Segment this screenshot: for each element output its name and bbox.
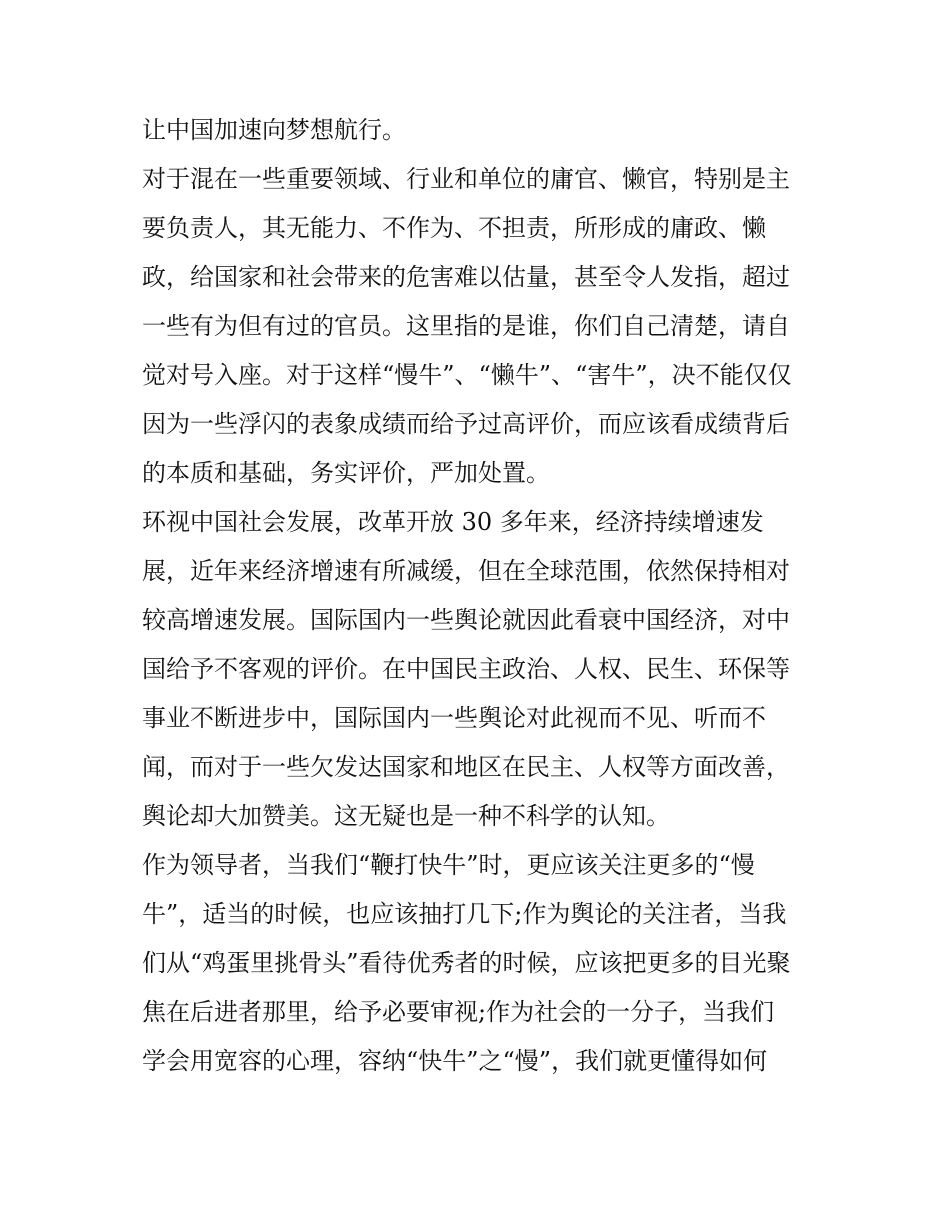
text-line: 政，给国家和社会带来的危害难以估量，甚至令人发指，超过 (142, 263, 790, 291)
text-line: 因为一些浮闪的表象成绩而给予过高评价，而应该看成绩背后 (142, 410, 790, 438)
text-line: 们从“鸡蛋里挑骨头”看待优秀者的时候，应该把更多的目光聚 (142, 949, 791, 977)
text-line: 牛”，适当的时候，也应该抽打几下;作为舆论的关注者，当我 (142, 900, 787, 928)
text-line: 觉对号入座。对于这样“慢牛”、“懒牛”、“害牛”，决不能仅仅 (142, 361, 792, 389)
document-body (142, 106, 822, 1086)
text-line: 作为领导者，当我们“鞭打快牛”时，更应该关注更多的“慢 (142, 851, 755, 879)
text-line: 一些有为但有过的官员。这里指的是谁，你们自己清楚，请自 (142, 312, 790, 340)
text-line: 展，近年来经济增速有所减缓，但在全球范围，依然保持相对 (142, 557, 790, 585)
text-line: 较高增速发展。国际国内一些舆论就因此看衰中国经济，对中 (142, 606, 790, 634)
text-line: 闻，而对于一些欠发达国家和地区在民主、人权等方面改善， (142, 753, 790, 781)
text-line: 焦在后进者那里，给予必要审视;作为社会的一分子，当我们 (142, 998, 775, 1026)
text-line: 对于混在一些重要领域、行业和单位的庸官、懒官，特别是主 (142, 165, 790, 193)
text-line: 国给予不客观的评价。在中国民主政治、人权、民生、环保等 (142, 655, 790, 683)
text-line: 让中国加速向梦想航行。 (142, 116, 406, 144)
text-line: 环视中国社会发展，改革开放 30 多年来，经济持续增速发 (142, 508, 764, 536)
text-line: 舆论却大加赞美。这无疑也是一种不科学的认知。 (142, 802, 670, 830)
text-line: 学会用宽容的心理，容纳“快牛”之“慢”，我们就更懂得如何 (142, 1047, 768, 1075)
text-line: 事业不断进步中，国际国内一些舆论对此视而不见、听而不 (142, 704, 766, 732)
text-line: 要负责人，其无能力、不作为、不担责，所形成的庸政、懒 (142, 214, 766, 242)
text-line: 的本质和基础，务实评价，严加处置。 (142, 459, 550, 487)
